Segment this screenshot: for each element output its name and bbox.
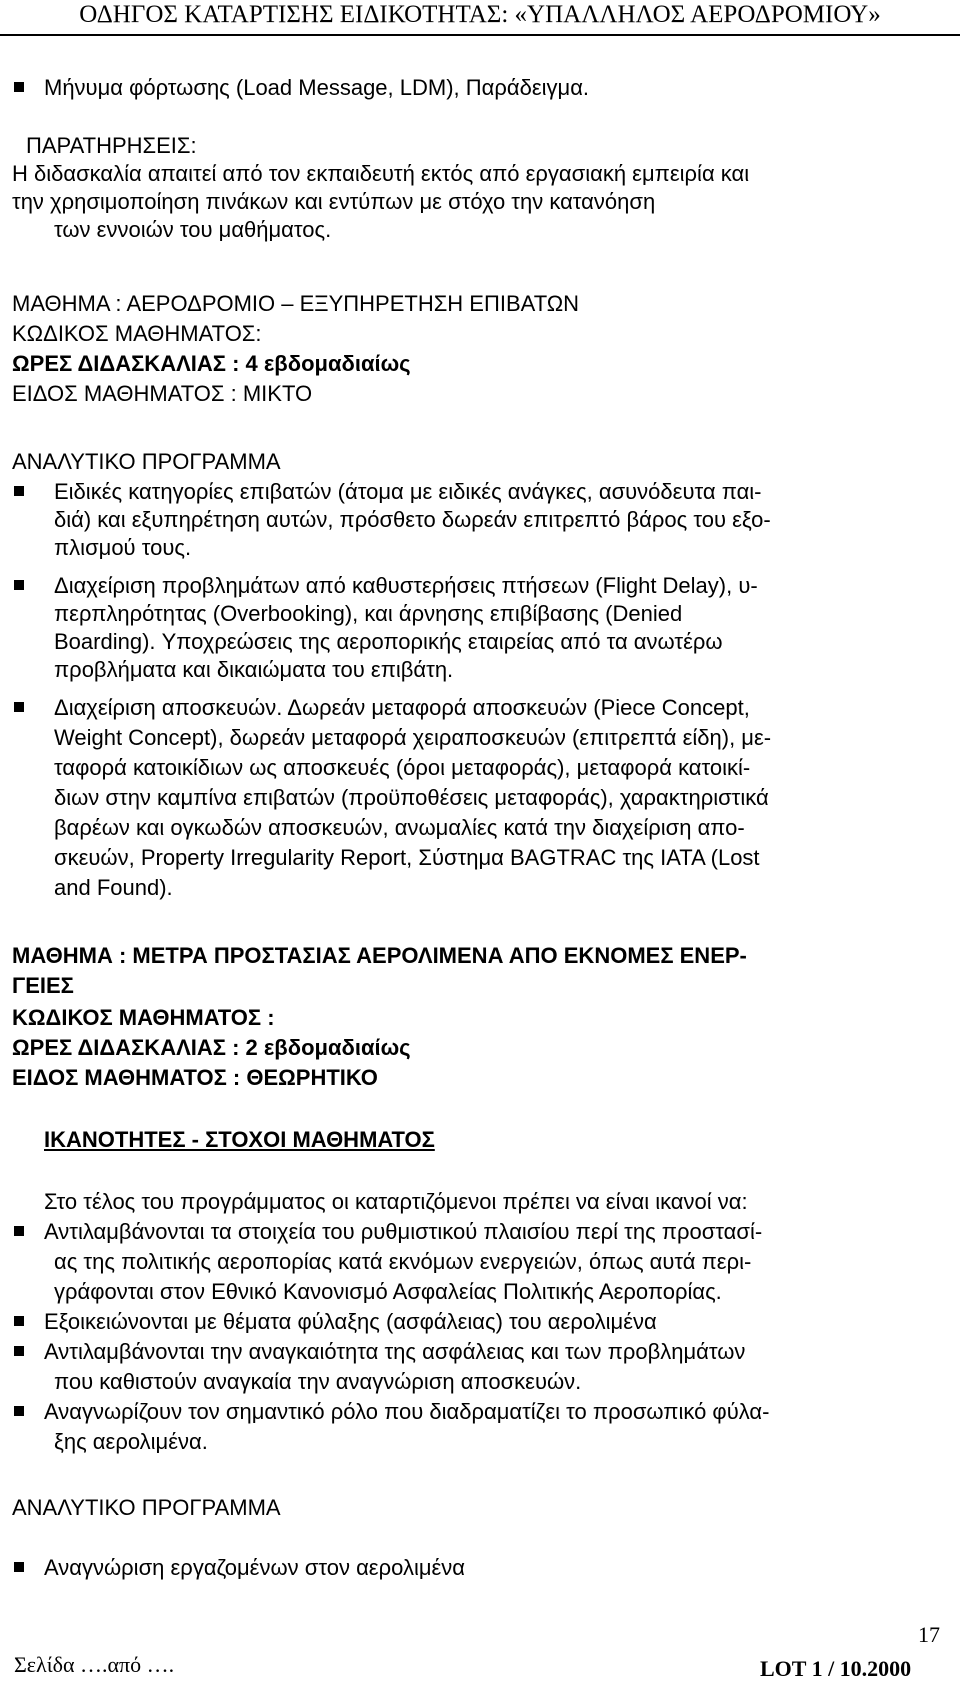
course-code: ΚΩΔΙΚΟΣ ΜΑΘΗΜΑΤΟΣ: bbox=[12, 321, 262, 346]
bullet-icon bbox=[14, 1316, 24, 1326]
bullet-icon bbox=[14, 580, 24, 590]
program-item-line: προβλήματα και δικαιώματα του επιβάτη. bbox=[54, 657, 454, 682]
bullet-icon bbox=[14, 1562, 24, 1572]
course-code: ΚΩΔΙΚΟΣ ΜΑΘΗΜΑΤΟΣ : bbox=[12, 1005, 275, 1030]
skill-line: Εξοικειώνονται με θέματα φύλαξης (ασφάλειας) του αερολιμένα bbox=[44, 1309, 657, 1334]
skill-line: ας της πολιτικής αεροπορίας κατά εκνόμων ενεργειών, όπως αυτά περι- bbox=[54, 1249, 752, 1274]
page-label: Σελίδα ….από …. bbox=[14, 1652, 175, 1677]
page-number: 17 bbox=[918, 1622, 940, 1647]
skills-intro: Στο τέλος του προγράμματος οι καταρτιζόμενοι πρέπει να είναι ικανοί να: bbox=[44, 1189, 748, 1214]
program-item-line: ταφορά κατοικίδιων ως αποσκευές (όροι μεταφοράς), μεταφορά κατοικί- bbox=[54, 755, 751, 780]
course-title: ΓΕΙΕΣ bbox=[12, 973, 74, 998]
program-item-line: διων στην καμπίνα επιβατών (προϋποθέσεις μεταφοράς), χαρακτηριστικά bbox=[54, 785, 769, 810]
program-item-line: Διαχείριση προβλημάτων από καθυστερήσεις πτήσεων (Flight Delay), υ- bbox=[54, 573, 758, 598]
notes-line: την χρησιμοποίηση πινάκων και εντύπων με στόχο την κατανόηση bbox=[12, 189, 656, 214]
program-item-line: Weight Concept), δωρεάν μεταφορά χειραποσκευών (επιτρεπτά είδη), με- bbox=[54, 725, 772, 750]
program-item-line: Boarding). Υποχρεώσεις της αεροπορικής εταιρείας από τα ανωτέρω bbox=[54, 629, 723, 654]
bullet-icon bbox=[14, 486, 24, 496]
skill-line: που καθιστούν αναγκαία την αναγνώριση αποσκευών. bbox=[54, 1369, 582, 1394]
course-title: ΜΑΘΗΜΑ : ΜΕΤΡΑ ΠΡΟΣΤΑΣΙΑΣ ΑΕΡΟΛΙΜΕΝΑ ΑΠΟ ΕΚΝΟΜΕΣ ΕΝΕΡ- bbox=[12, 943, 747, 968]
bullet-icon bbox=[14, 82, 24, 92]
course-type: ΕΙΔΟΣ ΜΑΘΗΜΑΤΟΣ : ΘΕΩΡΗΤΙΚΟ bbox=[12, 1065, 378, 1090]
skill-line: Αντιλαμβάνονται τα στοιχεία του ρυθμιστικού πλαισίου περί της προστασί- bbox=[44, 1219, 763, 1244]
skill-line: Αναγνωρίζουν τον σημαντικό ρόλο που διαδραματίζει το προσωπικό φύλα- bbox=[44, 1399, 770, 1424]
course-hours: ΩΡΕΣ ΔΙΔΑΣΚΑΛΙΑΣ : 4 εβδομαδιαίως bbox=[12, 351, 411, 376]
course-type: ΕΙΔΟΣ ΜΑΘΗΜΑΤΟΣ : ΜΙΚΤΟ bbox=[12, 381, 313, 406]
course-title: ΜΑΘΗΜΑ : ΑΕΡΟΔΡΟΜΙΟ – ΕΞΥΠΗΡΕΤΗΣΗ ΕΠΙΒΑΤΩΝ bbox=[12, 291, 580, 316]
skill-line: ξης αερολιμένα. bbox=[54, 1429, 208, 1454]
bullet-icon bbox=[14, 1406, 24, 1416]
skills-title: ΙΚΑΝΟΤΗΤΕΣ - ΣΤΟΧΟΙ ΜΑΘΗΜΑΤΟΣ bbox=[44, 1127, 435, 1152]
notes-title: ΠΑΡΑΤΗΡΗΣΕΙΣ: bbox=[26, 133, 197, 158]
program-title: ΑΝΑΛΥΤΙΚΟ ΠΡΟΓΡΑΜΜΑ bbox=[12, 449, 281, 474]
bullet-icon bbox=[14, 1226, 24, 1236]
program-item-line: σκευών, Property Irregularity Report, Σύστημα BAGTRAC της ΙΑΤΑ (Lost bbox=[54, 845, 760, 870]
intro-bullet: Μήνυμα φόρτωσης (Load Message, LDM), Παράδειγμα. bbox=[44, 75, 590, 100]
program-item-line: Διαχείριση αποσκευών. Δωρεάν μεταφορά αποσκευών (Piece Concept, bbox=[54, 695, 750, 720]
bullet-icon bbox=[14, 1346, 24, 1356]
notes-line: των εννοιών του μαθήματος. bbox=[54, 217, 332, 242]
program-item-line: περπληρότητας (Overbooking), και άρνησης επιβίβασης (Denied bbox=[54, 601, 683, 626]
page-header bbox=[0, 0, 960, 36]
skill-line: γράφονται στον Εθνικό Κανονισμό Ασφαλείας Πολιτικής Αεροπορίας. bbox=[54, 1279, 722, 1304]
program-item-line: Ειδικές κατηγορίες επιβατών (άτομα με ειδικές ανάγκες, ασυνόδευτα παι- bbox=[54, 479, 762, 504]
program-item-line: Αναγνώριση εργαζομένων στον αερολιμένα bbox=[44, 1555, 466, 1580]
program-item-line: πλισμού τους. bbox=[54, 535, 192, 560]
program-title: ΑΝΑΛΥΤΙΚΟ ΠΡΟΓΡΑΜΜΑ bbox=[12, 1495, 281, 1520]
header-title: ΟΔΗΓΟΣ ΚΑΤΑΡΤΙΣΗΣ ΕΙΔΙΚΟΤΗΤΑΣ: «ΥΠΑΛΛΗΛΟΣ ΑΕΡΟΔΡΟΜΙΟΥ» bbox=[79, 1, 881, 28]
bullet-icon bbox=[14, 702, 24, 712]
program-item-line: and Found). bbox=[54, 875, 173, 900]
course-hours: ΩΡΕΣ ΔΙΔΑΣΚΑΛΙΑΣ : 2 εβδομαδιαίως bbox=[12, 1035, 411, 1060]
program-item-line: βαρέων και ογκωδών αποσκευών, ανωμαλίες κατά την διαχείριση απο- bbox=[54, 815, 745, 840]
program-item-line: διά) και εξυπηρέτηση αυτών, πρόσθετο δωρεάν επιτρεπτό βάρος του εξο- bbox=[54, 507, 771, 532]
skill-line: Αντιλαμβάνονται την αναγκαιότητα της ασφάλειας και των προβλημάτων bbox=[44, 1339, 746, 1364]
notes-line: Η διδασκαλία απαιτεί από τον εκπαιδευτή εκτός από εργασιακή εμπειρία και bbox=[12, 161, 750, 186]
lot-label: LOT 1 / 10.2000 bbox=[760, 1656, 912, 1681]
